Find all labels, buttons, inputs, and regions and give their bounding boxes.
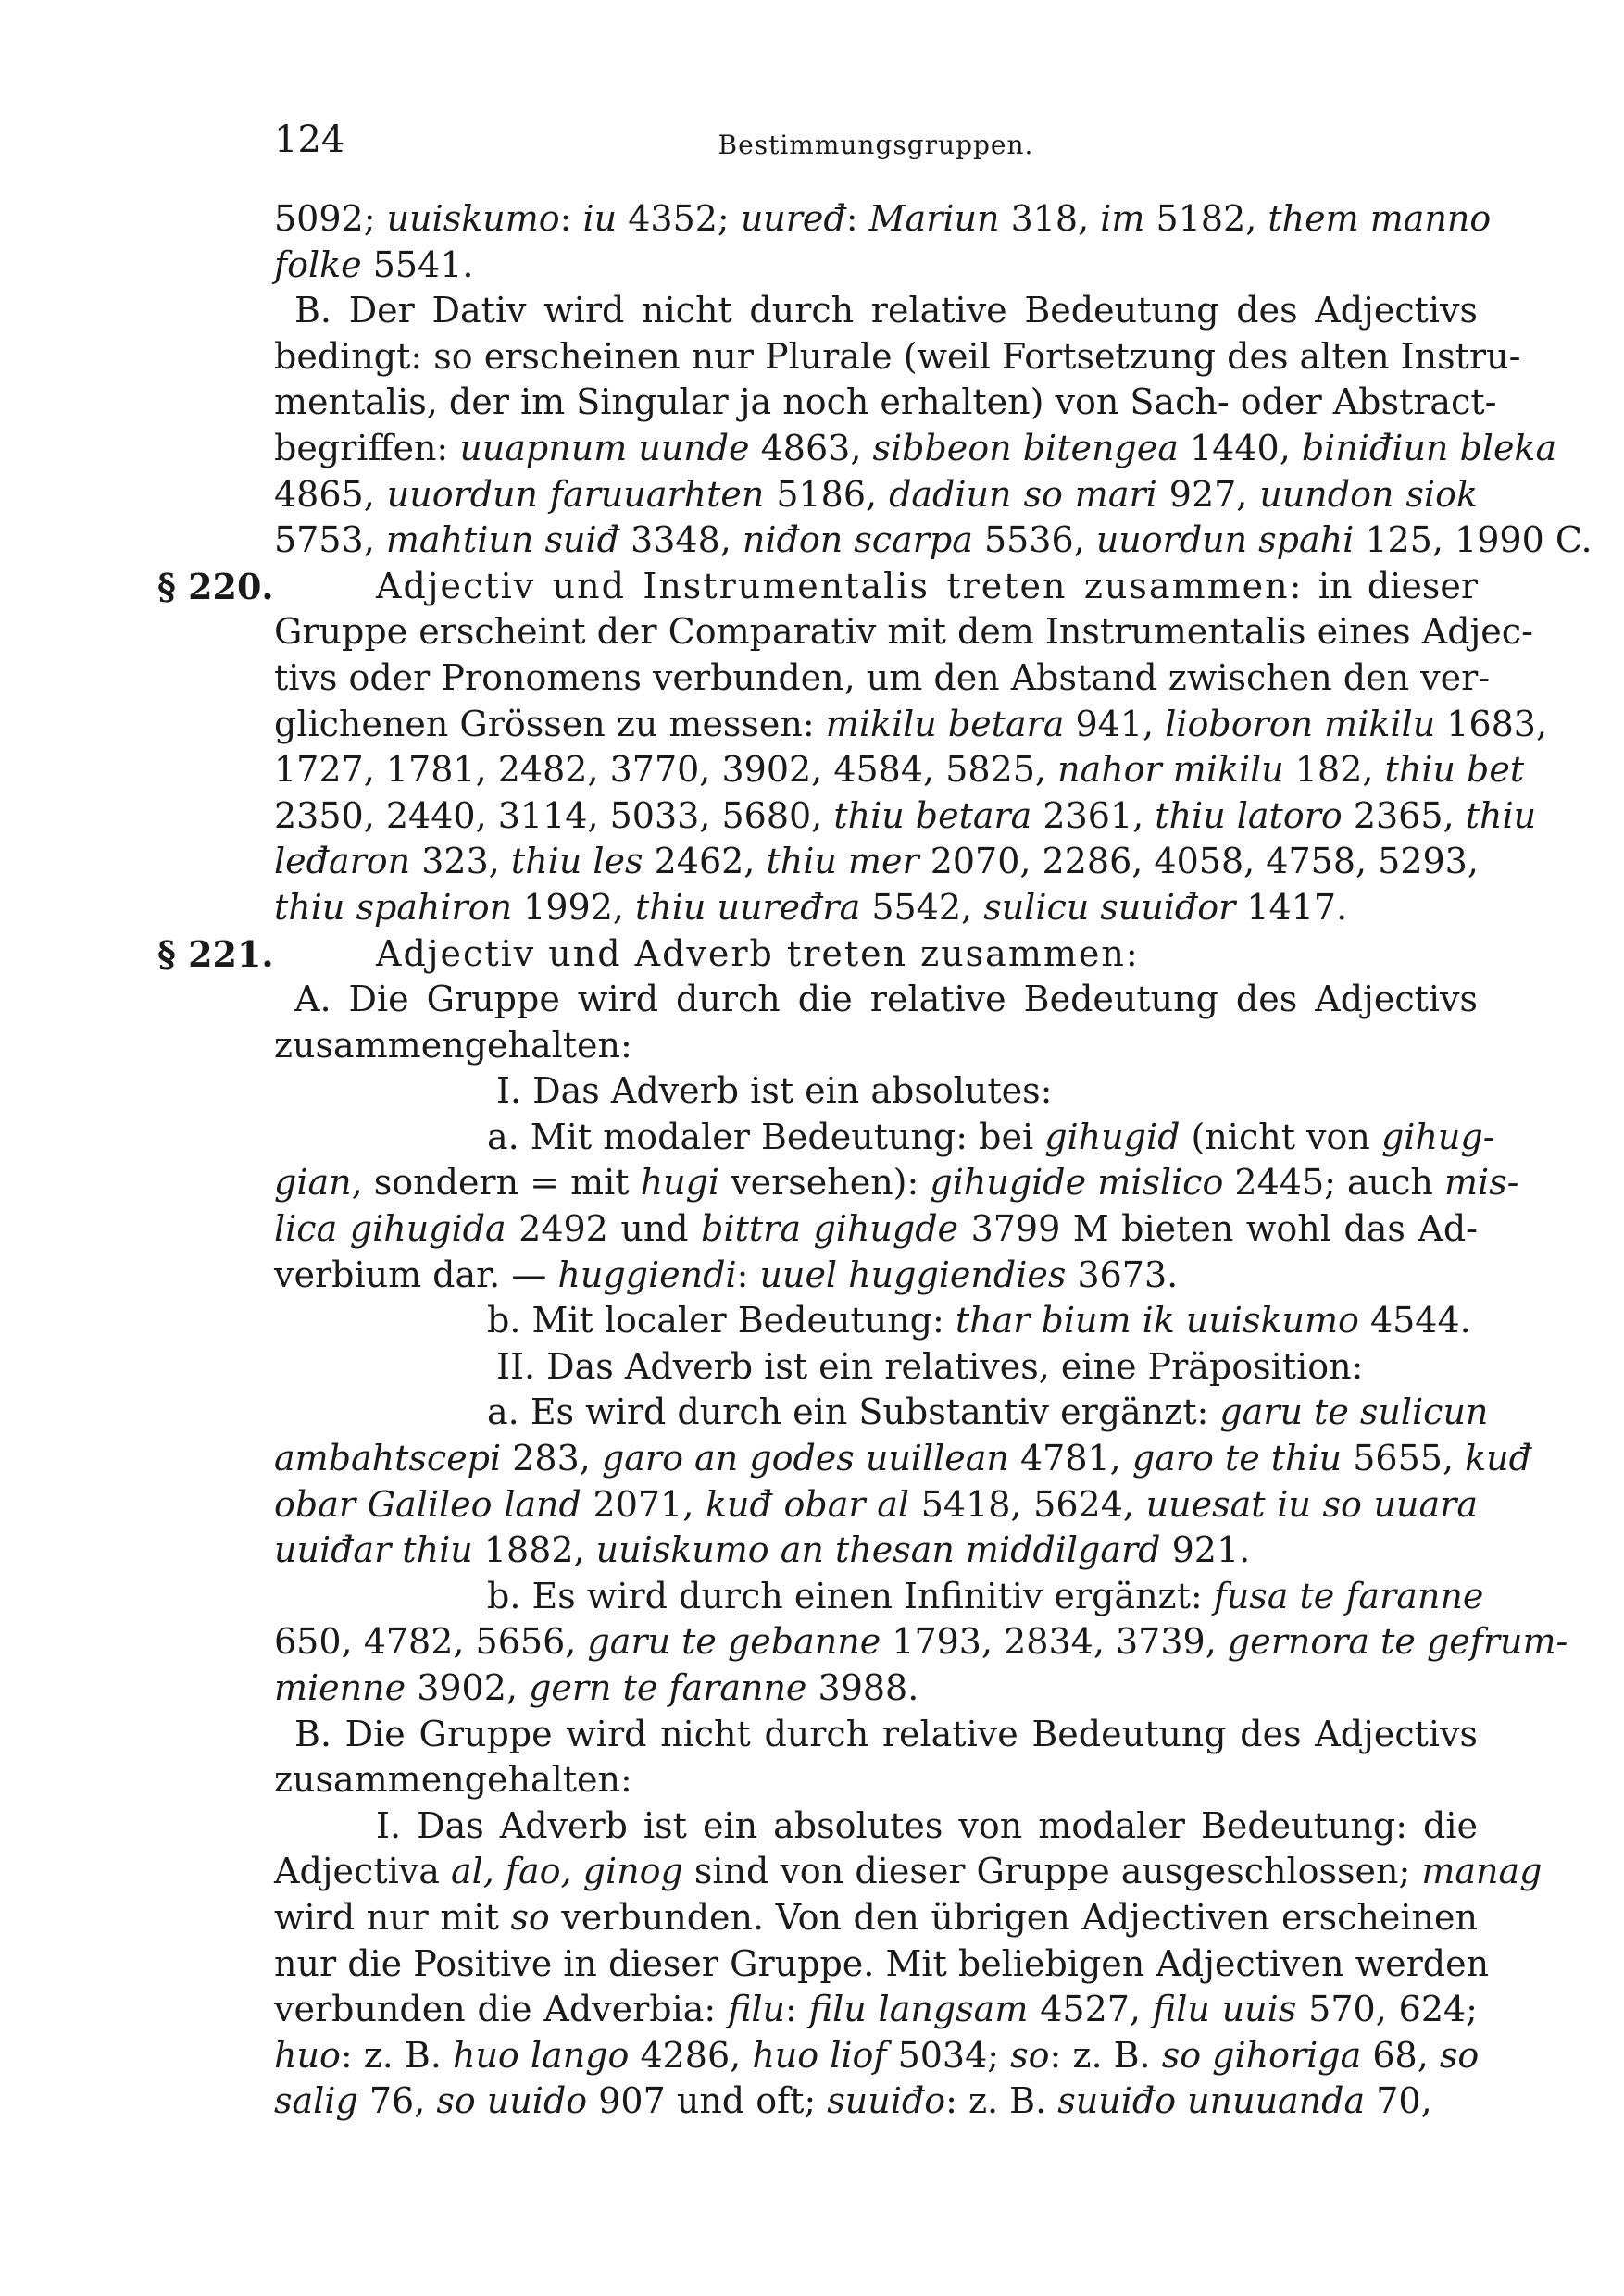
text-line xyxy=(274,1712,1478,1758)
paragraph xyxy=(274,288,1593,564)
italic-citation: gernora te gefrum- xyxy=(1227,1621,1568,1663)
text-line xyxy=(274,1298,1478,1344)
text-line xyxy=(274,1528,1478,1574)
italic-citation: gihug- xyxy=(1380,1116,1495,1157)
text-run: 2350, 2440, 3114, 5033, 5680, xyxy=(274,794,834,836)
text-run: b. Mit localer Bedeutung: xyxy=(487,1300,956,1341)
text-run: zusammengehalten: xyxy=(274,1024,632,1066)
text-line xyxy=(274,839,1478,885)
text-run: 125, 1990 C. xyxy=(1354,519,1593,561)
text-line xyxy=(274,288,1478,334)
italic-citation: uuesat iu so uuara xyxy=(1145,1483,1478,1525)
text-run: 2071, xyxy=(581,1483,706,1525)
text-run: verbunden. Von den übrigen Adjectiven erscheinen xyxy=(549,1896,1478,1938)
text-run: 1992, xyxy=(512,886,636,928)
italic-citation: lioboron mikilu xyxy=(1165,703,1436,744)
italic-citation: gihugid xyxy=(1044,1116,1181,1157)
italic-citation: filu uuis xyxy=(1152,1989,1297,2030)
text-run: 2361, xyxy=(1031,794,1156,836)
paragraph xyxy=(274,1068,1478,1115)
italic-citation: Mariun xyxy=(868,198,1000,239)
text-line xyxy=(274,1619,1568,1666)
italic-citation: leđaron xyxy=(274,841,411,882)
text-run: 5536, xyxy=(972,519,1096,561)
italic-citation: huo lango xyxy=(452,2034,630,2076)
italic-citation: al, fao, ginog xyxy=(450,1851,683,1892)
text-run: II. Das Adverb ist ein relatives, eine Präposition: xyxy=(496,1345,1364,1387)
text-run: I. Das Adverb ist ein absolutes von modaler Bedeutung: die xyxy=(376,1804,1478,1846)
italic-citation: uundon siok xyxy=(1259,473,1478,515)
text-line xyxy=(274,655,1491,702)
text-line xyxy=(274,1803,1478,1850)
text-line xyxy=(274,1436,1531,1482)
italic-citation: kuđ obar al xyxy=(706,1483,910,1525)
italic-citation: kuđ xyxy=(1465,1438,1531,1479)
italic-citation: thiu spahiron xyxy=(274,886,513,928)
text-run: , sondern = mit xyxy=(351,1162,641,1204)
running-head: Bestimmungsgruppen. xyxy=(718,130,1034,160)
text-run: : z. B. xyxy=(1049,2034,1162,2076)
text-run: Adjectiva xyxy=(274,1851,451,1892)
text-line xyxy=(274,426,1557,472)
text-line xyxy=(274,2033,1478,2079)
text-line xyxy=(274,1390,1489,1436)
text-line xyxy=(274,380,1497,426)
italic-citation: iu xyxy=(582,198,618,239)
text-run: Adjectiv und Adverb treten zusammen: xyxy=(376,932,1140,974)
text-run: I. Das Adverb ist ein absolutes: xyxy=(496,1070,1053,1112)
text-run: : z. B. xyxy=(340,2034,453,2076)
paragraph xyxy=(274,1390,1531,1573)
text-line xyxy=(274,1987,1478,2033)
italic-citation: ambahtscepi xyxy=(274,1438,502,1479)
text-run: 4352; xyxy=(617,198,741,239)
text-run: 2445; auch xyxy=(1223,1162,1444,1204)
italic-citation: gian xyxy=(274,1162,352,1204)
text-run: 5753, xyxy=(274,519,386,561)
text-run: : xyxy=(785,1989,809,2030)
text-run: 68, xyxy=(1361,2034,1440,2076)
text-run: wird nur mit xyxy=(274,1896,511,1938)
text-line xyxy=(274,1849,1543,1895)
text-run: 4544. xyxy=(1358,1300,1471,1341)
text-run: verbunden die Adverbia: xyxy=(274,1989,729,2030)
text-run: 5034; xyxy=(886,2034,1011,2076)
text-line xyxy=(274,1895,1478,1941)
text-run: 3988. xyxy=(806,1667,919,1708)
text-run: 1793, 2834, 3739, xyxy=(881,1621,1228,1663)
italic-citation: so xyxy=(510,1896,550,1938)
italic-citation: gern te faranne xyxy=(529,1667,807,1708)
text-run: 927, xyxy=(1156,473,1260,515)
text-run: B. Die Gruppe wird nicht durch relative Bedeutung des Adjectivs xyxy=(294,1713,1478,1754)
italic-citation: dadiun so mari xyxy=(889,473,1157,515)
italic-citation: thiu les xyxy=(510,841,643,882)
text-line xyxy=(274,334,1521,381)
text-run: tivs oder Pronomens verbunden, um den Abstand zwischen den ver- xyxy=(274,656,1491,698)
text-run: 4527, xyxy=(1028,1989,1153,2030)
text-run: 4863, xyxy=(749,427,873,468)
text-run: 2365, xyxy=(1342,794,1466,836)
text-line xyxy=(274,1344,1478,1391)
italic-citation: lica gihugida xyxy=(274,1208,506,1250)
text-run: 2070, 2286, 4058, 4758, 5293, xyxy=(918,841,1479,882)
italic-citation: so xyxy=(1010,2034,1050,2076)
paragraph xyxy=(274,1712,1478,1803)
text-run: zusammengehalten: xyxy=(274,1759,632,1801)
italic-citation: filu xyxy=(728,1989,786,2030)
section-mark: § 221. xyxy=(157,932,274,975)
text-line xyxy=(274,1666,1478,1712)
italic-citation: sulicu suuiđor xyxy=(983,886,1236,928)
text-run: 3673. xyxy=(1066,1254,1179,1295)
body-text xyxy=(157,196,1593,2125)
text-run: 323, xyxy=(410,841,511,882)
text-run: 5186, xyxy=(764,473,890,515)
page-number: 124 xyxy=(274,119,345,161)
italic-citation: uuiskumo xyxy=(386,198,560,239)
text-run: 5418, 5624, xyxy=(909,1483,1146,1525)
italic-citation: mis- xyxy=(1443,1162,1519,1204)
italic-citation: so uuido xyxy=(436,2080,588,2122)
italic-citation: mikilu betara xyxy=(825,703,1065,744)
text-run: 3902, xyxy=(406,1667,530,1708)
italic-citation: thiu betara xyxy=(833,794,1032,836)
text-run: 4865, xyxy=(274,473,387,515)
italic-citation: so gihoriga xyxy=(1161,2034,1362,2076)
text-run: 3799 M bieten wohl das Ad- xyxy=(958,1208,1479,1250)
text-run: 5092; xyxy=(274,198,387,239)
text-run: sind von dieser Gruppe ausgeschlossen; xyxy=(682,1851,1422,1892)
text-run: 1440, xyxy=(1178,427,1302,468)
text-line xyxy=(274,747,1525,793)
text-run: 5541. xyxy=(361,243,474,285)
text-run: 70, xyxy=(1365,2080,1432,2122)
italic-citation: mienne xyxy=(274,1667,406,1708)
italic-citation: thiu uuređra xyxy=(635,886,861,928)
italic-citation: bittra gihugde xyxy=(701,1208,959,1250)
italic-citation: huggiendi xyxy=(557,1254,737,1295)
italic-citation: fusa te faranne xyxy=(1213,1575,1484,1616)
italic-citation: suuiđo unuuanda xyxy=(1057,2080,1366,2122)
text-line xyxy=(274,609,1533,655)
text-run: 3348, xyxy=(618,519,743,561)
paragraph xyxy=(274,1115,1519,1298)
text-run: 2462, xyxy=(643,841,767,882)
italic-citation: mahtiun suiđ xyxy=(385,519,619,561)
page-header xyxy=(274,119,1478,174)
italic-citation: huo liof xyxy=(752,2034,887,2076)
text-run: 318, xyxy=(999,198,1101,239)
text-line xyxy=(274,793,1537,840)
italic-citation: uuiskumo an thesan middilgard xyxy=(595,1529,1161,1571)
italic-citation: nahor mikilu xyxy=(1057,749,1284,791)
text-run: glichenen Grössen zu messen: xyxy=(274,703,826,744)
text-run: 650, 4782, 5656, xyxy=(274,1621,588,1663)
italic-citation: im xyxy=(1100,198,1145,239)
italic-citation: suuiđo xyxy=(827,2080,946,2122)
italic-citation: uuordun spahi xyxy=(1095,519,1355,561)
text-run: a. Es wird durch ein Substantiv ergänzt: xyxy=(487,1391,1220,1433)
italic-citation: thiu latoro xyxy=(1155,794,1343,836)
text-run: 5182, xyxy=(1144,198,1268,239)
text-line xyxy=(274,1160,1519,1206)
italic-citation: manag xyxy=(1421,1851,1543,1892)
italic-citation: garu te sulicun xyxy=(1219,1391,1489,1433)
text-run: 1417. xyxy=(1235,886,1348,928)
italic-citation: thiu mer xyxy=(766,841,919,882)
italic-citation: garu te gebanne xyxy=(587,1621,881,1663)
text-run: verbium dar. — xyxy=(274,1254,558,1295)
paragraph xyxy=(274,1344,1478,1391)
italic-citation: so xyxy=(1439,2034,1480,2076)
text-run: b. Es wird durch einen Infinitiv ergänzt: xyxy=(487,1575,1214,1616)
italic-citation: garo an godes uuillean xyxy=(601,1438,1009,1479)
text-line xyxy=(274,2078,1478,2125)
italic-citation: obar Galileo land xyxy=(274,1483,581,1525)
italic-citation: sibbeon bitengea xyxy=(872,427,1179,468)
text-run: : xyxy=(736,1254,760,1295)
paragraph xyxy=(274,196,1492,288)
italic-citation: uuređ xyxy=(740,198,846,239)
text-run: 76, xyxy=(357,2080,437,2122)
text-run: 182, xyxy=(1283,749,1385,791)
text-line xyxy=(274,702,1548,748)
italic-citation: uuapnum uunde xyxy=(459,427,750,468)
text-line xyxy=(274,1941,1490,1988)
text-run: A. Die Gruppe wird durch die relative Bedeutung des Adjectivs xyxy=(294,979,1478,1020)
text-run: 2492 und xyxy=(506,1208,702,1250)
text-line xyxy=(274,564,1478,610)
italic-citation: uuel huggiendies xyxy=(759,1254,1067,1295)
paragraph xyxy=(274,1298,1478,1344)
text-run: : z. B. xyxy=(945,2080,1058,2122)
text-run: B. Der Dativ wird nicht durch relative Bedeutung des Adjectivs xyxy=(294,290,1478,331)
text-run: bedingt: so erscheinen nur Plurale (weil Fortsetzung des alten Instru- xyxy=(274,335,1521,377)
text-run: 283, xyxy=(501,1438,602,1479)
italic-citation: thiu bet xyxy=(1384,749,1525,791)
text-run: 4286, xyxy=(629,2034,753,2076)
text-run: 941, xyxy=(1064,703,1166,744)
text-line xyxy=(274,196,1492,243)
paragraph xyxy=(274,1803,1543,2125)
paragraph xyxy=(274,977,1478,1068)
text-run: 5655, xyxy=(1342,1438,1466,1479)
italic-citation: huo xyxy=(274,2034,341,2076)
paragraph xyxy=(274,1574,1568,1712)
text-line xyxy=(274,1574,1484,1620)
text-run: 907 und oft; xyxy=(587,2080,828,2122)
text-line xyxy=(274,472,1478,518)
paragraph xyxy=(157,931,1478,978)
text-run: 570, 624; xyxy=(1296,1989,1478,2030)
paragraph xyxy=(157,564,1548,931)
italic-citation: uuordun faruuarhten xyxy=(386,473,765,515)
text-line xyxy=(274,1482,1478,1529)
italic-citation: thar bium ik uuiskumo xyxy=(955,1300,1359,1341)
text-run: 4781, xyxy=(1008,1438,1132,1479)
text-run: in dieser xyxy=(1303,565,1479,606)
text-line xyxy=(274,1023,1478,1069)
text-run: nur die Positive in dieser Gruppe. Mit beliebigen Adjectiven werden xyxy=(274,1942,1490,1984)
italic-citation: niđon scarpa xyxy=(742,519,973,561)
text-line xyxy=(274,885,1478,931)
text-run: begriffen: xyxy=(274,427,460,468)
text-run: Adjectiv und Instrumentalis treten zusammen: xyxy=(376,565,1304,606)
text-line xyxy=(274,1115,1495,1161)
text-run: Gruppe erscheint der Comparativ mit dem Instrumentalis eines Adjec- xyxy=(274,611,1533,653)
italic-citation: uuiđar thiu xyxy=(274,1529,473,1571)
italic-citation: filu langsam xyxy=(808,1989,1029,2030)
text-run: 1727, 1781, 2482, 3770, 3902, 4584, 5825, xyxy=(274,749,1058,791)
text-run: : xyxy=(845,198,869,239)
text-run: : xyxy=(559,198,583,239)
text-line xyxy=(274,977,1478,1023)
text-run: a. Mit modaler Bedeutung: bei xyxy=(487,1116,1045,1157)
text-line xyxy=(274,1253,1478,1299)
text-line xyxy=(274,1757,1478,1803)
text-run: (nicht von xyxy=(1180,1116,1381,1157)
text-line xyxy=(274,243,1478,289)
section-mark: § 220. xyxy=(157,565,274,607)
italic-citation: salig xyxy=(274,2080,358,2122)
text-run: versehen): xyxy=(719,1162,931,1204)
text-run: 921. xyxy=(1160,1529,1251,1571)
text-run: 1882, xyxy=(472,1529,596,1571)
text-line xyxy=(274,1206,1478,1253)
text-line xyxy=(274,518,1593,564)
text-line xyxy=(274,1068,1478,1115)
italic-citation: gihugide mislico xyxy=(930,1162,1224,1204)
text-line xyxy=(274,931,1478,978)
italic-citation: folke xyxy=(274,243,362,285)
italic-citation: garo te thiu xyxy=(1131,1438,1343,1479)
italic-citation: hugi xyxy=(640,1162,720,1204)
italic-citation: thiu xyxy=(1465,794,1537,836)
text-run: 1683, xyxy=(1435,703,1548,744)
text-run: 5542, xyxy=(860,886,984,928)
italic-citation: biniđiun bleka xyxy=(1301,427,1557,468)
text-run: mentalis, der im Singular ja noch erhalten) von Sach- oder Abstract- xyxy=(274,381,1497,423)
italic-citation: them manno xyxy=(1268,198,1492,239)
